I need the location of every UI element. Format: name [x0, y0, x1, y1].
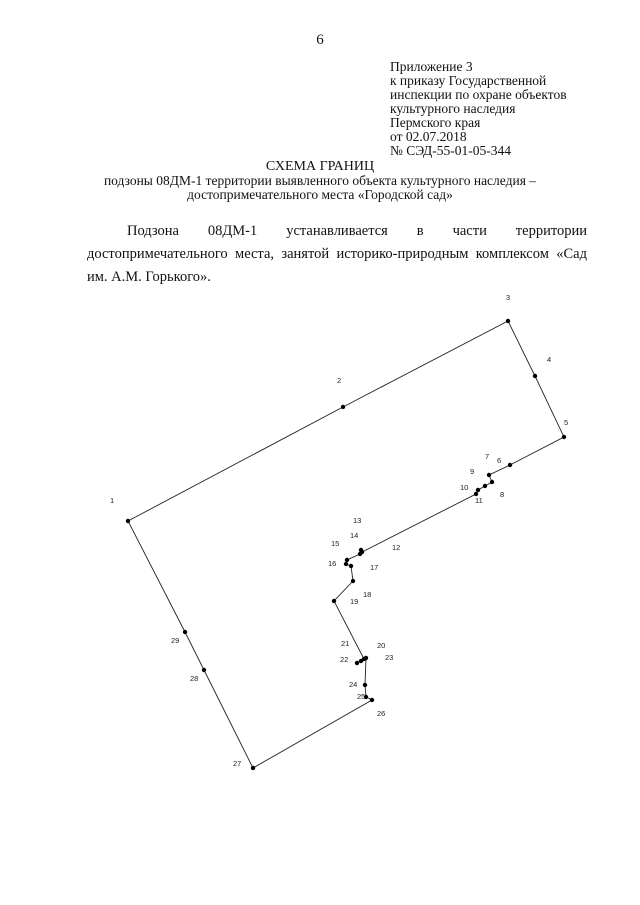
- vertex-label-6: 6: [497, 456, 502, 465]
- vertex-label-23: 23: [385, 653, 394, 662]
- vertex-label-29: 29: [171, 636, 180, 645]
- vertex-label-12: 12: [392, 543, 401, 552]
- vertex-point-8: [490, 480, 494, 484]
- vertex-point-2: [341, 405, 345, 409]
- vertex-point-1: [126, 519, 130, 523]
- vertex-point-24: [363, 683, 367, 687]
- vertex-label-20: 20: [377, 641, 386, 650]
- vertex-point-10: [476, 488, 480, 492]
- vertex-label-27: 27: [233, 759, 242, 768]
- vertex-point-19: [332, 599, 336, 603]
- appendix-line: инспекции по охране объектов: [390, 87, 567, 102]
- label-layer: [110, 293, 568, 768]
- appendix-line: от 02.07.2018: [390, 129, 467, 144]
- vertex-point-6: [508, 463, 512, 467]
- appendix-line: № СЭД-55-01-05-344: [390, 143, 511, 158]
- vertex-point-15: [345, 558, 349, 562]
- vertex-label-4: 4: [547, 355, 552, 364]
- vertex-label-10: 10: [460, 483, 469, 492]
- vertex-label-17: 17: [370, 563, 379, 572]
- vertex-point-13: [359, 548, 363, 552]
- vertex-point-29: [183, 630, 187, 634]
- title-line-3: достопримечательного места «Городской сад»: [187, 187, 453, 202]
- vertex-label-7: 7: [485, 452, 490, 461]
- vertex-label-3: 3: [506, 293, 511, 302]
- vertex-label-16: 16: [328, 559, 337, 568]
- boundary-outline: [128, 321, 564, 768]
- vertex-label-13: 13: [353, 516, 362, 525]
- appendix-line: к приказу Государственной: [390, 73, 547, 88]
- vertex-label-2: 2: [337, 376, 342, 385]
- vertex-point-5: [562, 435, 566, 439]
- vertex-point-4: [533, 374, 537, 378]
- page-number: 6: [316, 32, 324, 48]
- vertex-label-19: 19: [350, 597, 359, 606]
- vertex-label-28: 28: [190, 674, 199, 683]
- vertex-layer: [126, 319, 569, 770]
- vertex-label-9: 9: [470, 467, 475, 476]
- vertex-label-21: 21: [341, 639, 350, 648]
- vertex-label-5: 5: [564, 418, 569, 427]
- vertex-label-15: 15: [331, 539, 340, 548]
- title-main: СХЕМА ГРАНИЦ: [265, 159, 375, 174]
- vertex-label-1: 1: [110, 496, 115, 505]
- vertex-point-28: [202, 668, 206, 672]
- vertex-label-22: 22: [340, 655, 349, 664]
- title-line-2: подзоны 08ДМ-1 территории выявленного объекта культурного наследия –: [103, 173, 537, 188]
- vertex-label-18: 18: [363, 590, 372, 599]
- appendix-line: Приложение 3: [390, 59, 473, 74]
- vertex-label-14: 14: [350, 531, 359, 540]
- appendix-line: культурного наследия: [390, 101, 516, 116]
- vertex-point-23: [364, 656, 368, 660]
- intro-paragraph: Подзона 08ДМ-1 устанавливается в части территории достопримечательного места, занятой историко-природным комплексом «Сад им. А.М. Горького».: [87, 223, 587, 285]
- vertex-point-14: [358, 552, 362, 556]
- appendix-line: Пермского края: [390, 115, 481, 130]
- vertex-point-27: [251, 766, 255, 770]
- vertex-label-25: 25: [357, 692, 366, 701]
- vertex-point-26: [370, 698, 374, 702]
- vertex-point-21: [359, 659, 363, 663]
- vertex-point-7: [487, 473, 491, 477]
- vertex-point-16: [344, 562, 348, 566]
- vertex-label-8: 8: [500, 490, 505, 499]
- vertex-point-3: [506, 319, 510, 323]
- vertex-label-26: 26: [377, 709, 386, 718]
- vertex-label-11: 11: [475, 496, 483, 505]
- vertex-point-22: [355, 661, 359, 665]
- vertex-point-17: [349, 564, 353, 568]
- vertex-label-24: 24: [349, 680, 358, 689]
- vertex-point-18: [351, 579, 355, 583]
- vertex-point-9: [483, 484, 487, 488]
